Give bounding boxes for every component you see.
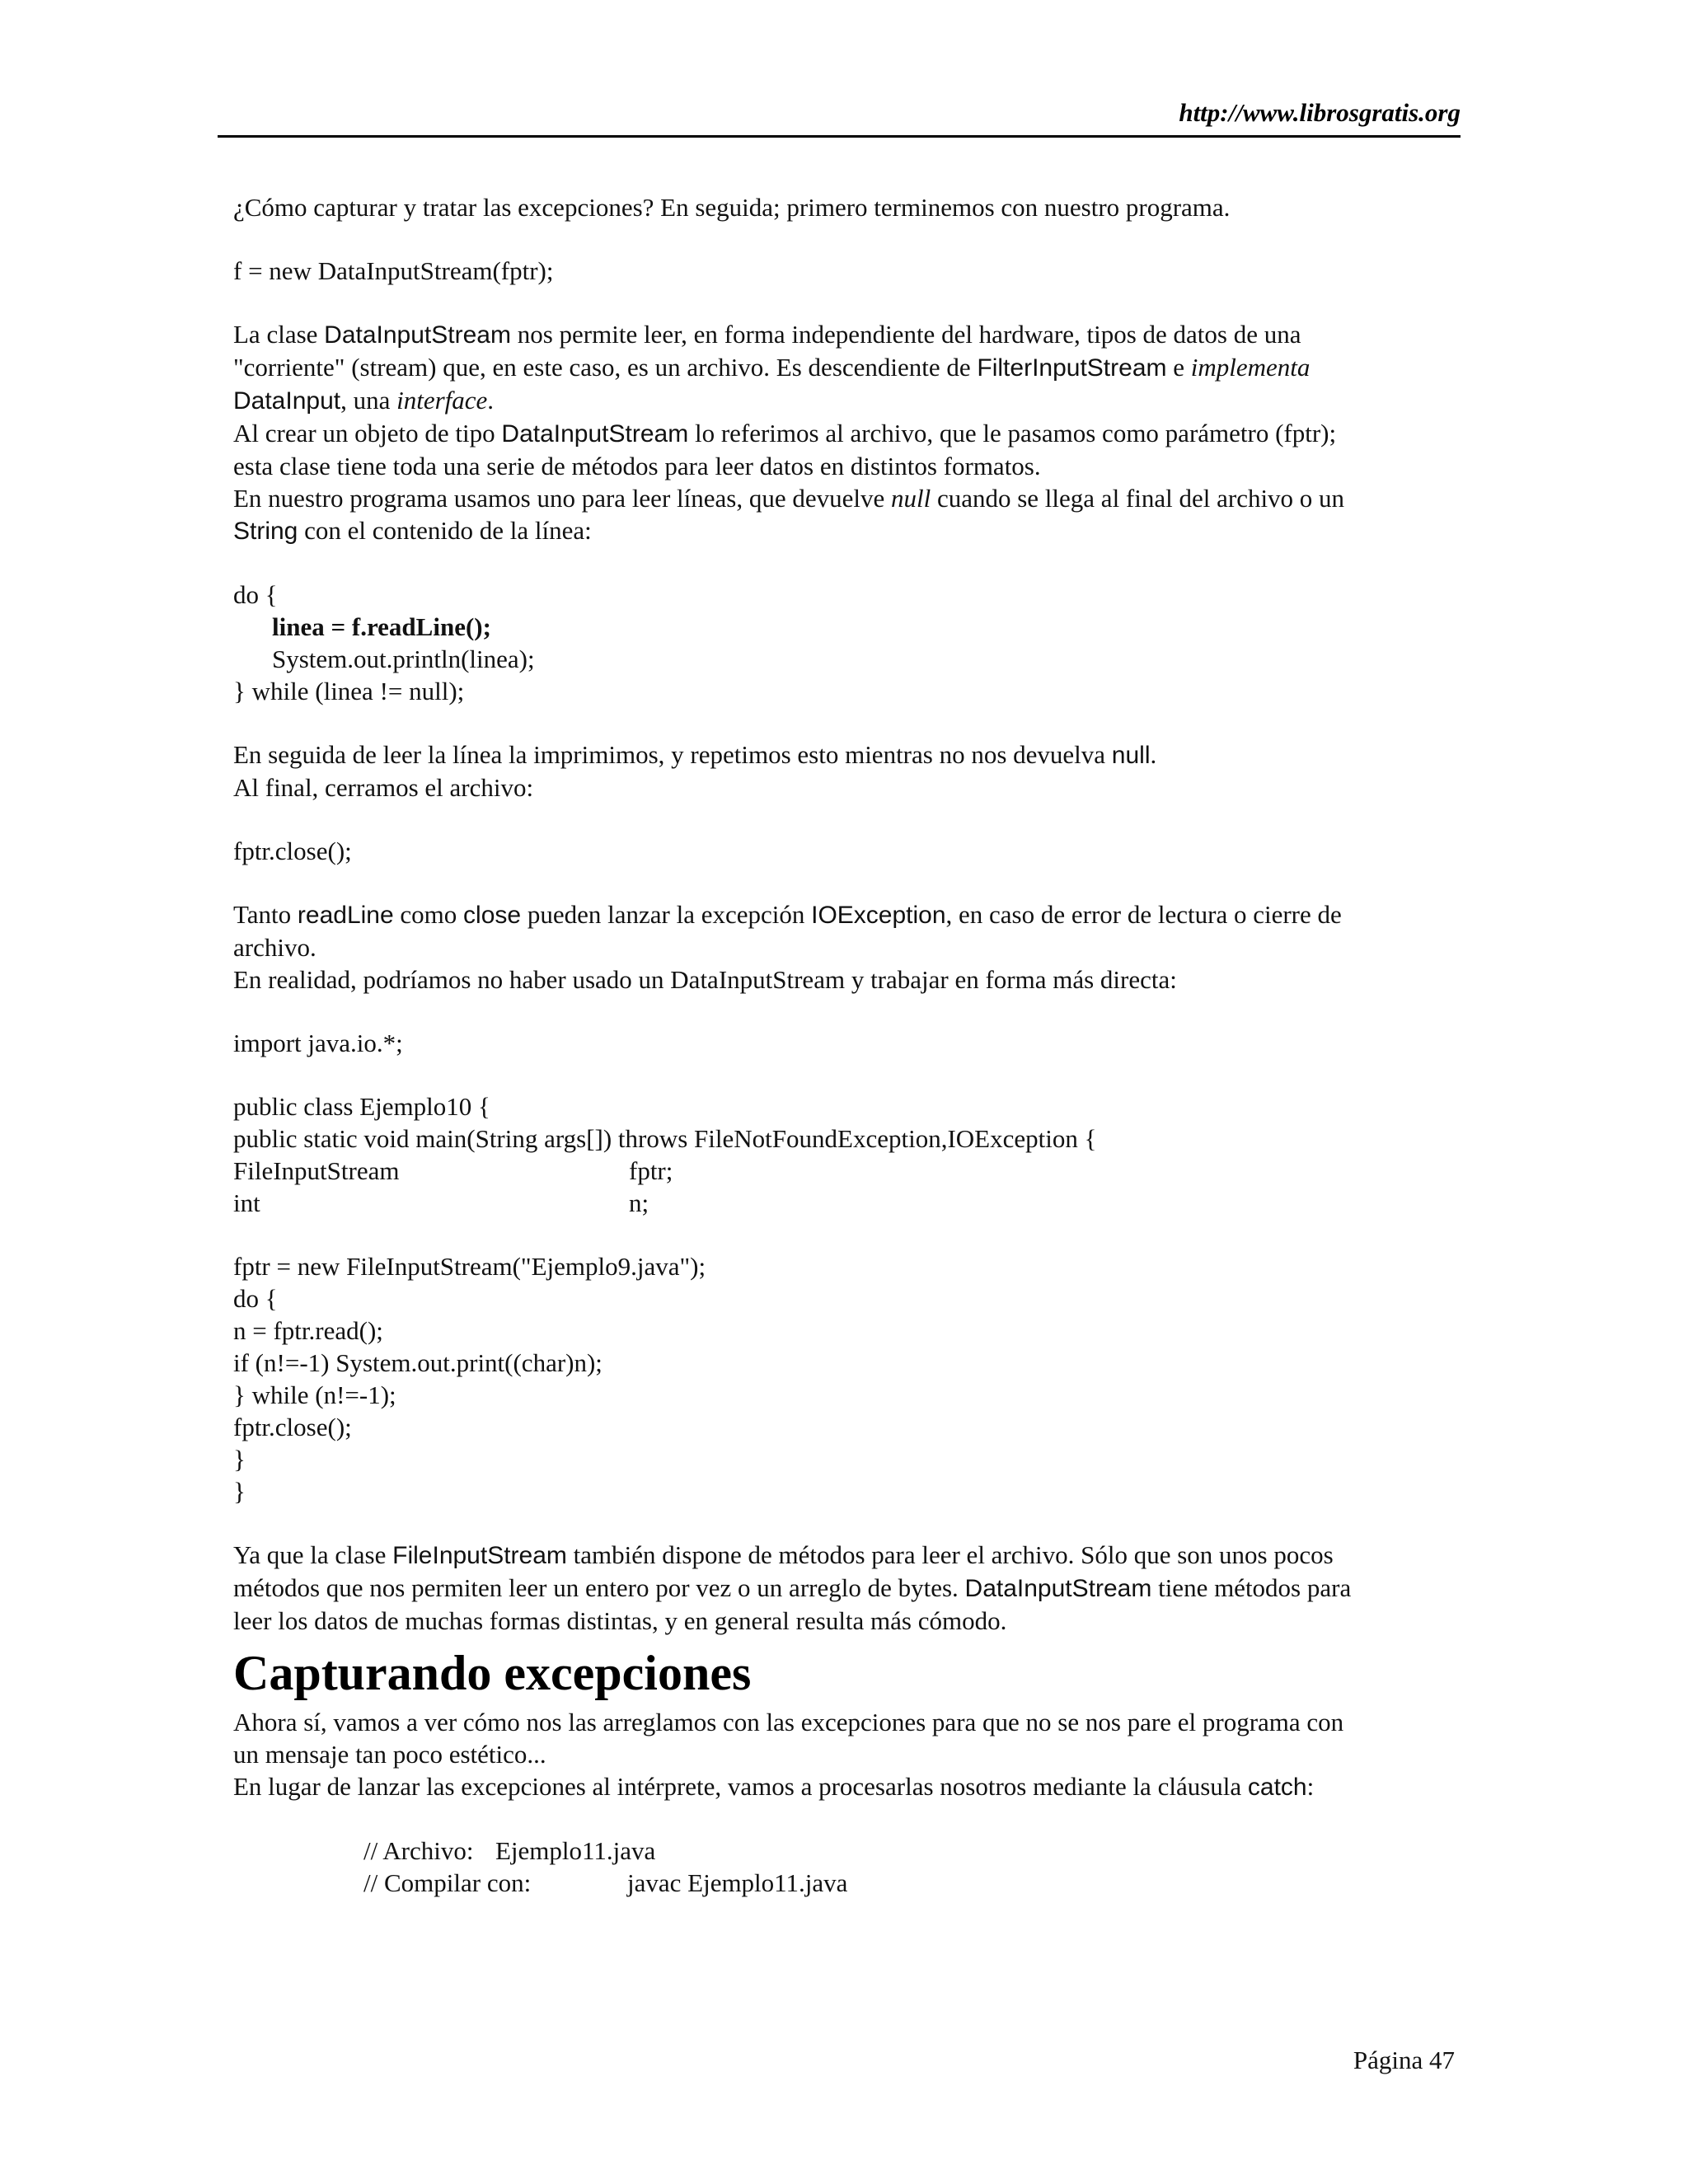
class-name: DataInputStream [501, 420, 689, 448]
page-number: Página 47 [1353, 2046, 1455, 2074]
code-comment: // Archivo: Ejemplo11.java [363, 1836, 656, 1865]
method-name: close [463, 902, 522, 929]
code-line: int n; [233, 1188, 649, 1217]
code-line: public static void main(String args[]) throws FileNotFoundException,IOException { [233, 1124, 1097, 1153]
paragraph-line: En lugar de lanzar las excepciones al intérprete, vamos a procesarlas nosotros mediante la cláusula catch: [233, 1772, 1315, 1801]
code-line: fptr = new FileInputStream("Ejemplo9.java"); [233, 1252, 706, 1281]
code-line: f = new DataInputStream(fptr); [233, 256, 554, 285]
paragraph-line: esta clase tiene toda una serie de métodos para leer datos en distintos formatos. [233, 452, 1041, 480]
paragraph-line: archivo. [233, 933, 316, 962]
paragraph-line: En realidad, podríamos no haber usado un DataInputStream y trabajar en forma más directa: [233, 965, 1177, 994]
paragraph-line: Tanto readLine como close pueden lanzar la excepción IOException, en caso de error de lectura o cierre de [233, 900, 1342, 929]
keyword: null [1111, 742, 1151, 769]
paragraph: ¿Cómo capturar y tratar las excepciones? En seguida; primero terminemos con nuestro programa. [233, 193, 1231, 222]
code-line: do { [233, 1284, 278, 1313]
header-rule [218, 135, 1461, 138]
code-line: n = fptr.read(); [233, 1316, 383, 1345]
class-name: DataInputStream [964, 1575, 1152, 1602]
paragraph-line: leer los datos de muchas formas distintas, y en general resulta más cómodo. [233, 1606, 1007, 1635]
class-name: FileInputStream [392, 1542, 567, 1569]
paragraph-line: String con el contenido de la línea: [233, 516, 592, 545]
paragraph-line: La clase DataInputStream nos permite leer, en forma independiente del hardware, tipos de datos de una [233, 320, 1301, 349]
code-line: System.out.println(linea); [272, 644, 535, 673]
keyword: catch [1247, 1774, 1307, 1801]
section-heading: Capturando excepciones [233, 1646, 752, 1700]
code-line: } while (linea != null); [233, 677, 465, 705]
code-line: import java.io.*; [233, 1029, 403, 1057]
paragraph-line: un mensaje tan poco estético... [233, 1740, 546, 1769]
paragraph-line: Al crear un objeto de tipo DataInputStream lo referimos al archivo, que le pasamos como parámetro (fptr); [233, 419, 1337, 448]
paragraph-line: "corriente" (stream) que, en este caso, es un archivo. Es descendiente de FilterInputStream e implementa [233, 353, 1311, 382]
code-line: } [233, 1445, 246, 1474]
code-line: linea = f.readLine(); [272, 612, 491, 641]
class-name: IOException [811, 902, 946, 929]
header-url: http://www.librosgratis.org [1179, 98, 1461, 127]
code-line: do { [233, 580, 278, 609]
code-line: } while (n!=-1); [233, 1380, 396, 1409]
method-name: readLine [297, 902, 394, 929]
class-name: FilterInputStream [977, 354, 1167, 382]
code-line: FileInputStream fptr; [233, 1156, 673, 1185]
paragraph-line: En nuestro programa usamos uno para leer líneas, que devuelve null cuando se llega al final del archivo o un [233, 484, 1345, 513]
paragraph-line: Ahora sí, vamos a ver cómo nos las arreglamos con las excepciones para que no se nos pare el programa con [233, 1708, 1344, 1736]
code-line: fptr.close(); [233, 837, 352, 865]
class-name: DataInputStream [324, 321, 511, 349]
code-line: fptr.close(); [233, 1413, 352, 1441]
page-body [233, 191, 1445, 1899]
code-line: } [233, 1477, 246, 1506]
code-comment: // Compilar con: javac Ejemplo11.java [363, 1868, 848, 1897]
paragraph-line: Ya que la clase FileInputStream también dispone de métodos para leer el archivo. Sólo que son unos pocos [233, 1540, 1334, 1569]
paragraph-line: Al final, cerramos el archivo: [233, 773, 534, 802]
paragraph-line: métodos que nos permiten leer un entero por vez o un arreglo de bytes. DataInputStream tiene métodos para [233, 1573, 1352, 1602]
code-line: if (n!=-1) System.out.print((char)n); [233, 1348, 603, 1377]
class-name: DataInput [233, 387, 341, 415]
class-name: String [233, 518, 298, 545]
code-line: public class Ejemplo10 { [233, 1092, 490, 1121]
paragraph-line: En seguida de leer la línea la imprimimos, y repetimos esto mientras no nos devuelva null. [233, 740, 1157, 769]
paragraph-line: DataInput, una interface. [233, 386, 495, 415]
